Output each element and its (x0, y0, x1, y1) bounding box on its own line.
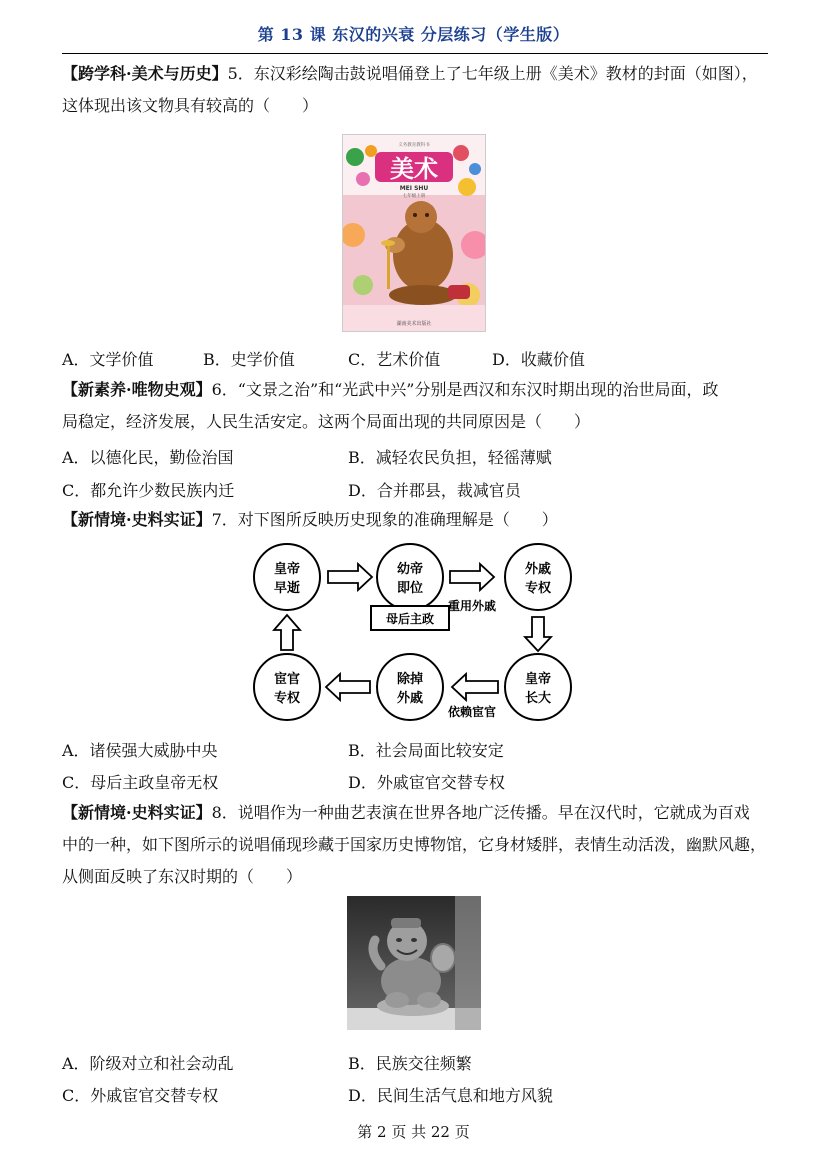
label-rely-on-eunuchs: 依赖宦官 (447, 705, 497, 719)
q7-tag: 【新情境·史料实证】 (62, 510, 212, 529)
cover-top-text: 义务教育教科书 (398, 143, 430, 148)
node3-line1: 外戚 (524, 562, 552, 577)
arrow-right-1 (328, 564, 372, 590)
q8-option-c[interactable]: C．外戚宦官交替专权 (62, 1086, 219, 1105)
q6-line1 (62, 380, 768, 400)
node5-line2: 外戚 (396, 691, 424, 706)
node6-line2: 专权 (273, 691, 301, 706)
q6-option-b[interactable]: B．减轻农民负担，轻徭薄赋 (348, 448, 552, 467)
arrow-left-1 (452, 674, 498, 700)
q5-option-c[interactable]: C．艺术价值 (348, 350, 441, 369)
node-remove-consort-clan (377, 654, 443, 720)
q6-stem-1: 6．“文景之治”和“光武中兴”分别是西汉和东汉时期出现的治世局面，政 (211, 380, 719, 399)
node4-line2: 长大 (524, 691, 552, 706)
node5-line1: 除掉 (396, 672, 424, 687)
cover-publisher: 湖南美术出版社 (396, 321, 432, 327)
cover-grade: 七年级上册 (402, 194, 426, 199)
q6-option-c[interactable]: C．都允许少数民族内迁 (62, 481, 235, 500)
arrow-down (525, 617, 551, 651)
q5-option-d[interactable]: D．收藏价值 (492, 350, 585, 369)
q8-option-a[interactable]: A．阶级对立和社会动乱 (62, 1054, 234, 1073)
art-textbook-cover-image (342, 134, 486, 332)
node1-line2: 早逝 (273, 581, 301, 596)
node2-line1: 幼帝 (396, 562, 424, 577)
q6-line2: 局稳定，经济发展，人民生活安定。这两个局面出现的共同原因是（ ） (62, 412, 591, 431)
q5-line2: 这体现出该文物具有较高的（ ） (62, 96, 319, 115)
q7-option-d[interactable]: D．外戚宦官交替专权 (348, 773, 505, 792)
q5-stem-1: 5．东汉彩绘陶击鼓说唱俑登上了七年级上册《美术》教材的封面（如图）， (227, 64, 758, 83)
arrow-left-2 (326, 674, 370, 700)
node-eunuch-power (254, 654, 320, 720)
page-footer: 第 2 页 共 22 页 (357, 1123, 470, 1141)
eastern-han-power-cycle-diagram (240, 540, 590, 730)
node3-line2: 专权 (524, 581, 552, 596)
q7-option-b[interactable]: B．社会局面比较安定 (348, 741, 504, 760)
node-child-emperor-enthroned (377, 544, 443, 610)
cover-title: 美术 (390, 155, 438, 183)
node1-line1: 皇帝 (273, 562, 301, 577)
q5-line1 (62, 64, 768, 84)
q8-tag: 【新情境·史料实证】 (62, 803, 212, 822)
node-emperor-grows-up (505, 654, 571, 720)
storyteller-figurine-photo (347, 896, 481, 1030)
node6-line1: 宦官 (273, 672, 301, 687)
label-rely-on-consorts: 重用外戚 (447, 599, 497, 613)
page-header: 第 13 课 东汉的兴衰 分层练习（学生版） (257, 25, 570, 44)
node2-line2: 即位 (396, 581, 424, 596)
arrow-right-2 (450, 564, 494, 590)
q6-tag: 【新素养·唯物史观】 (62, 380, 212, 399)
node-consort-clan-power (505, 544, 571, 610)
q8-line2: 中的一种，如下图所示的说唱俑现珍藏于国家历史博物馆，它身材矮胖，表情生动活泼，幽默风趣， (62, 835, 767, 854)
q5-option-b[interactable]: B．史学价值 (203, 350, 295, 369)
q7-line1 (62, 510, 768, 530)
q8-option-d[interactable]: D．民间生活气息和地方风貌 (348, 1086, 553, 1105)
q7-option-c[interactable]: C．母后主政皇帝无权 (62, 773, 219, 792)
arrow-up (274, 615, 300, 650)
node-emperor-early-death (254, 544, 320, 610)
q8-option-b[interactable]: B．民族交往频繁 (348, 1054, 472, 1073)
q5-option-a[interactable]: A．文学价值 (62, 350, 154, 369)
node4-line1: 皇帝 (524, 672, 552, 687)
q8-stem-1: 8．说唱作为一种曲艺表演在世界各地广泛传播。早在汉代时，它就成为百戏 (211, 803, 750, 822)
box-label: 母后主政 (385, 612, 435, 626)
header-rule (62, 53, 768, 54)
q8-line3: 从侧面反映了东汉时期的（ ） (62, 867, 303, 886)
q6-option-d[interactable]: D．合并郡县，裁减官员 (348, 481, 521, 500)
q7-option-a[interactable]: A．诸侯强大威胁中央 (62, 741, 218, 760)
cover-pinyin: MEI SHU (399, 185, 429, 192)
q7-stem-1: 7．对下图所反映历史现象的准确理解是（ ） (211, 510, 558, 529)
q6-option-a[interactable]: A．以德化民，勤俭治国 (62, 448, 234, 467)
q5-tag: 【跨学科·美术与历史】 (62, 64, 228, 83)
q8-line1 (62, 803, 768, 823)
